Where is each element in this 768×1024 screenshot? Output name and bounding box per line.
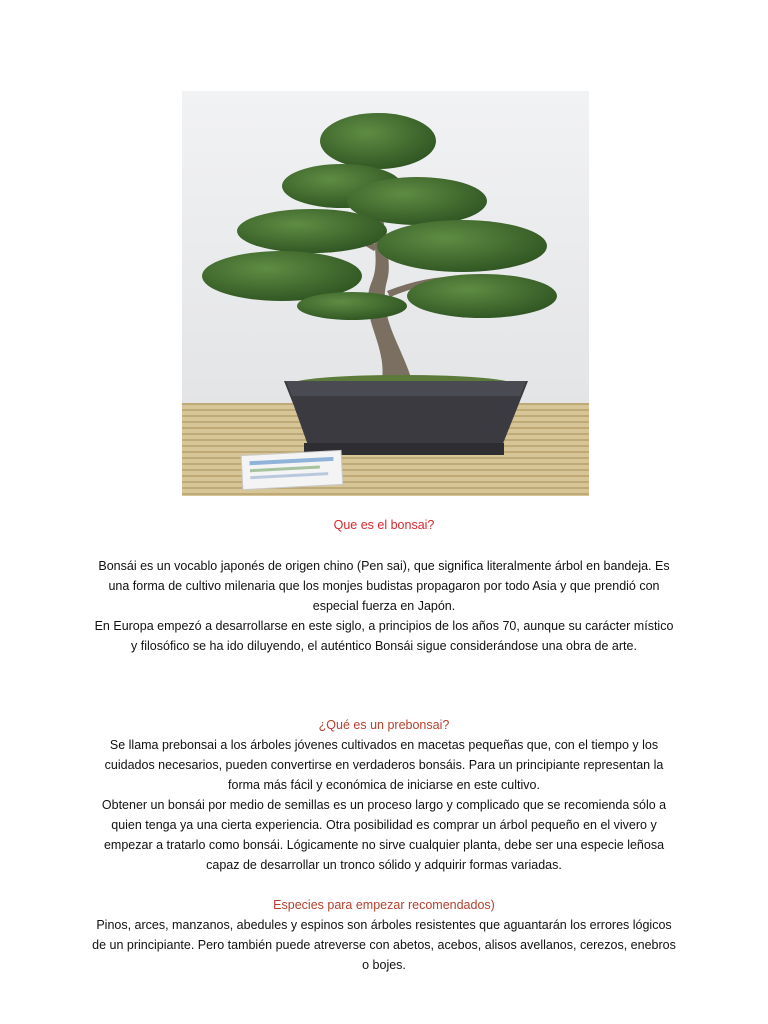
section-bonsai: [90, 515, 678, 535]
section-bonsai-body: [90, 556, 678, 656]
section-heading: ¿Qué es un prebonsai?: [318, 718, 450, 732]
bonsai-photo: [182, 91, 589, 496]
paragraph: Pinos, arces, manzanos, abedules y espinos son árboles resistentes que aguantarán los errores lógicos de un principiante. Pero también puede atreverse con abetos, acebos, alisos avellanos, cerezos, enebros o bojes.: [92, 918, 676, 972]
section-especies: [90, 895, 678, 975]
section-prebonsai: [90, 715, 678, 875]
paragraph: En Europa empezó a desarrollarse en este siglo, a principios de los años 70, aunque su carácter místico y filosófico se ha ido diluyendo, el auténtico Bonsái sigue considerándose una obra de arte.: [94, 619, 674, 653]
section-heading: Especies para empezar recomendados): [273, 898, 495, 912]
paragraph: Bonsái es un vocablo japonés de origen chino (Pen sai), que significa literalmente árbol en bandeja. Es una forma de cultivo milenaria que los monjes budistas propagaron por todo Asia y que prendió con especial fuerza en Japón.: [98, 559, 670, 613]
section-heading: Que es el bonsai?: [333, 518, 435, 532]
paragraph: Obtener un bonsái por medio de semillas es un proceso largo y complicado que se recomienda sólo a quien tenga ya una cierta experiencia. Otra posibilidad es comprar un árbol pequeño en el vivero y empezar a tratarlo como bonsái. Lógicamente no sirve cualquier planta, debe ser una especie leñosa capaz de desarrollar un tronco sólido y adquirir formas variadas.: [101, 798, 667, 872]
paragraph: Se llama prebonsai a los árboles jóvenes cultivados en macetas pequeñas que, con el tiempo y los cuidados necesarios, pueden convertirse en verdaderos bonsáis. Para un principiante representan la forma más fácil y económica de iniciarse en este cultivo.: [104, 738, 664, 792]
